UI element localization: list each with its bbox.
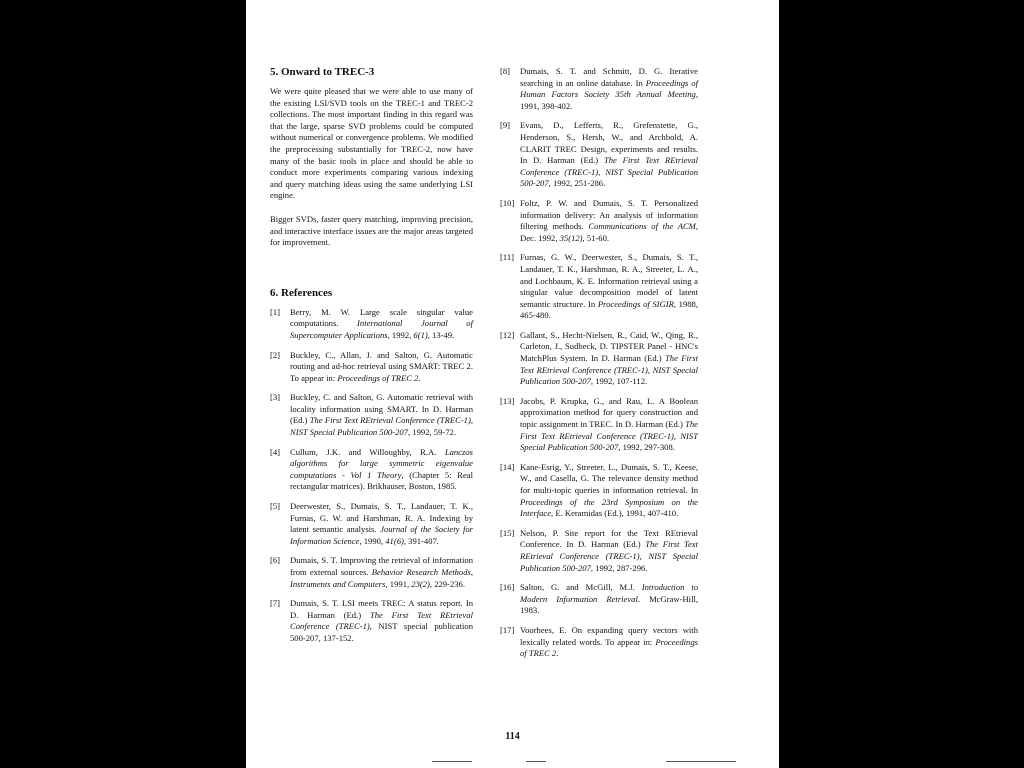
references-list-right — [500, 66, 698, 660]
reference-segment: , NIST special publication 500-207, 137-152. — [290, 621, 473, 643]
bottom-rule — [526, 761, 546, 762]
references-list-left — [270, 307, 473, 645]
reference-item — [500, 396, 698, 454]
reference-italic-segment: Proceedings of Human Factors Society 35th Annual Meeting — [520, 77, 698, 100]
reference-segment: , 1992, 297-308. — [618, 442, 675, 453]
reference-item — [500, 66, 698, 112]
document-page — [246, 0, 779, 768]
reference-text — [520, 120, 698, 190]
reference-text — [290, 555, 473, 590]
reference-segment: , 13-49. — [427, 329, 455, 340]
reference-segment: Salton, G. and McGill, M.J. — [520, 582, 642, 593]
reference-item — [500, 462, 698, 520]
reference-segment: , 1991, 398-402. — [520, 89, 698, 111]
reference-text — [290, 350, 473, 385]
reference-number: [5] — [270, 501, 281, 512]
reference-item — [270, 555, 473, 590]
reference-text — [290, 307, 473, 342]
reference-segment: Gallant, S., Hecht-Nielsen, R., Caid, W., Qing, R., Carleton, J., Sudbeck, D. TIPSTER Panel - HNC's MatchPlus System. In D. Harman (Ed.) — [520, 329, 698, 364]
reference-segment: Berry, M. W. Large scale singular value computations. — [290, 306, 473, 329]
reference-number: [17] — [500, 624, 515, 635]
reference-number: [12] — [500, 329, 515, 340]
reference-item — [500, 120, 698, 190]
reference-segment: Nelson, P. Site report for the Text REtrieval Conference. In D. Harman (Ed.) — [520, 527, 698, 550]
reference-italic-segment: 23(2) — [411, 578, 430, 589]
reference-number: [11] — [500, 252, 514, 263]
reference-text — [520, 625, 698, 660]
reference-italic-segment: The First Text REtrieval Conference (TREC-1) — [290, 609, 473, 632]
paragraph: We were quite pleased that we were able to use many of the existing LSI/SVD tools on the TREC-1 and TREC-2 collections. The most important finding in this regard was that the large, sparse SVD problems could be computed without numerical or convergence problems. We modified the preprocessing substantially for TREC-2, now have many of the basic tools in place and should be able to conduct more experiments comparing various indexing and query matching ideas using the same underlying LSI engine. — [270, 86, 473, 201]
reference-number: [15] — [500, 527, 515, 538]
reference-segment: , Dec. 1992, — [520, 221, 698, 243]
reference-number: [9] — [500, 120, 511, 131]
paragraph: Bigger SVDs, faster query matching, improving precision, and interactive interface issues are the major areas targeted for improvement. — [270, 213, 473, 248]
section-heading-onward: 5. Onward to TREC-3 — [270, 66, 375, 78]
reference-segment: , 391-407. — [403, 535, 439, 546]
reference-italic-segment: Journal of the Society for Information Science — [290, 524, 473, 546]
reference-italic-segment: Introduction to Modern Information Retrieval — [520, 582, 699, 604]
reference-segment: , 51-60. — [582, 232, 610, 243]
reference-italic-segment: The First Text REtrieval Conference (TREC-1), NIST Special Publication 500-207 — [520, 419, 698, 453]
reference-segment: Dumais, S. T. LSI meets TREC: A status report. In D. Harman (Ed.) — [290, 598, 473, 620]
reference-item — [500, 528, 698, 574]
reference-segment: Foltz, P. W. and Dumais, S. T. Personalized information delivery: An analysis of information filtering methods. — [520, 197, 698, 232]
reference-item — [270, 307, 473, 342]
reference-text — [520, 198, 698, 244]
reference-number: [6] — [270, 555, 281, 566]
reference-segment: , 1992, 251-286. — [548, 178, 606, 189]
reference-text — [520, 330, 698, 388]
reference-segment: Jacobs, P. Krupka, G., and Rau, L. A Boolean approximation method for query construction and topic assignment in TREC. In D. Harman (Ed.) — [520, 395, 698, 430]
reference-segment: Buckley, C. and Salton, G. Automatic retrieval with locality information using SMART. In D. Harman (Ed.) — [290, 392, 473, 426]
reference-item — [500, 198, 698, 244]
reference-italic-segment: International Journal of Supercomputer Applications — [290, 318, 473, 340]
reference-segment: , E. Keramidas (Ed.), 1991, 407-410. — [551, 508, 679, 519]
reference-italic-segment: The First Text REtrieval Conference (TREC-1), NIST Special Publication 500-207 — [520, 353, 699, 387]
reference-segment: , 1992, — [387, 329, 414, 340]
reference-italic-segment: The First Text REtrieval Conference (TREC-1), NIST Special Publication 500-207 — [520, 539, 698, 573]
reference-italic-segment: Communications of the ACM — [588, 221, 696, 232]
reference-number: [16] — [500, 582, 515, 593]
reference-text — [520, 396, 698, 454]
reference-segment: , (Chapter 5: Real rectangular matrices). Brikhauser, Boston, 1985. — [290, 469, 474, 492]
reference-text — [290, 501, 473, 547]
reference-segment: Cullum, J.K. and Willoughby, R.A. — [290, 446, 445, 457]
reference-number: [8] — [500, 66, 511, 76]
reference-number: [14] — [500, 461, 515, 472]
reference-segment: . — [556, 648, 559, 659]
page-number: 114 — [505, 731, 520, 742]
reference-segment: Voorhees, E. On expanding query vectors with lexically related words. To appear in: — [520, 624, 698, 647]
reference-italic-segment: Proceedings of TREC 2 — [520, 636, 698, 659]
reference-item — [500, 252, 698, 322]
reference-segment: , 1992, 107-112. — [590, 376, 648, 387]
reference-text — [520, 252, 698, 322]
reference-segment: Kane-Esrig, Y., Streeter, L., Dumais, S. T., Keese, W., and Casella, G. The relevance density method for multi-topic queries in information retrieval. In — [520, 461, 698, 495]
reference-italic-segment: Proceedings of SIGIR — [597, 298, 674, 309]
reference-italic-segment: 41(6) — [385, 535, 404, 546]
reference-item — [500, 582, 698, 617]
reference-italic-segment: 6(1) — [413, 329, 428, 340]
reference-text — [290, 392, 473, 438]
reference-item — [500, 625, 698, 660]
reference-segment: , 1992, 59-72. — [408, 427, 456, 438]
reference-segment: Deerwester, S., Dumais, S. T., Landauer, T. K., Furnas, G. W. and Harshman, R. A. Indexing by latent semantic analysis. — [290, 501, 473, 535]
reference-segment: , 1991, — [385, 578, 412, 589]
reference-number: [13] — [500, 395, 515, 406]
reference-italic-segment: The First Text REtrieval Conference (TREC-1), NIST Special Publication 500-207 — [290, 415, 473, 438]
reference-item — [270, 598, 473, 644]
section-heading-references: 6. References — [270, 286, 333, 299]
reference-item — [270, 392, 473, 438]
reference-segment: Dumais, S. T. and Schmitt, D. G. Iterative searching in an online database. In — [520, 66, 698, 88]
reference-italic-segment: 35(12) — [559, 232, 583, 243]
reference-item — [270, 350, 473, 385]
left-column — [270, 66, 473, 653]
reference-number: [1] — [270, 306, 281, 317]
reference-segment: , 1992, 287-296. — [590, 562, 648, 573]
right-column — [500, 66, 698, 668]
reference-number: [3] — [270, 392, 281, 403]
reference-italic-segment: Behavior Research Methods, Instruments and Computers — [290, 567, 473, 589]
reference-italic-segment: Lanczos algorithms for large symmetric eigenvalue computations - Vol 1 Theory — [290, 446, 473, 480]
reference-text — [520, 66, 698, 112]
bottom-rule — [432, 761, 472, 762]
reference-number: [4] — [270, 446, 281, 457]
reference-text — [520, 462, 698, 520]
reference-segment: , 1988, 465-480. — [520, 298, 698, 321]
reference-text — [290, 598, 473, 644]
reference-number: [10] — [500, 197, 515, 208]
reference-number: [2] — [270, 349, 281, 360]
reference-segment: Evans, D., Lefferts, R., Grefenstette, G., Henderson, S., Hersh, W., and Archbold, A. CLARIT TREC Design, experiments and results. In D. Harman (Ed.) — [520, 120, 698, 166]
bottom-rule — [666, 761, 736, 762]
reference-text — [520, 582, 698, 617]
reference-item — [270, 447, 473, 493]
reference-segment: . — [418, 372, 421, 383]
reference-text — [290, 447, 473, 493]
reference-segment: . McGraw-Hill, 1983. — [520, 593, 698, 616]
reference-text — [520, 528, 698, 574]
reference-italic-segment: The First Text REtrieval Conference (TREC-1), NIST Special Publication 500-207 — [520, 155, 698, 189]
reference-italic-segment: Proceedings of TREC 2 — [337, 372, 419, 383]
reference-segment: Furnas, G. W., Deerwester, S., Dumais, S. T., Landauer, T. K., Harshman, R. A., Streeter, L. A., and Lochbaum, K. E. Information retrieval using a singular value decomposition model of latent semantic structure. In — [520, 252, 698, 309]
reference-item — [500, 330, 698, 388]
reference-segment: , 229-236. — [429, 578, 465, 589]
reference-item — [270, 501, 473, 547]
reference-number: [7] — [270, 598, 281, 609]
reference-italic-segment: Proceedings of the 23rd Symposium on the Interface — [520, 496, 698, 519]
reference-segment: , 1990, — [359, 535, 386, 546]
reference-segment: Buckley, C., Allan, J. and Salton, G. Automatic routing and ad-hoc retrieval using SMART: TREC 2. To appear in: — [290, 349, 473, 383]
reference-segment: Dumais, S. T. Improving the retrieval of information from external sources. — [290, 555, 473, 577]
